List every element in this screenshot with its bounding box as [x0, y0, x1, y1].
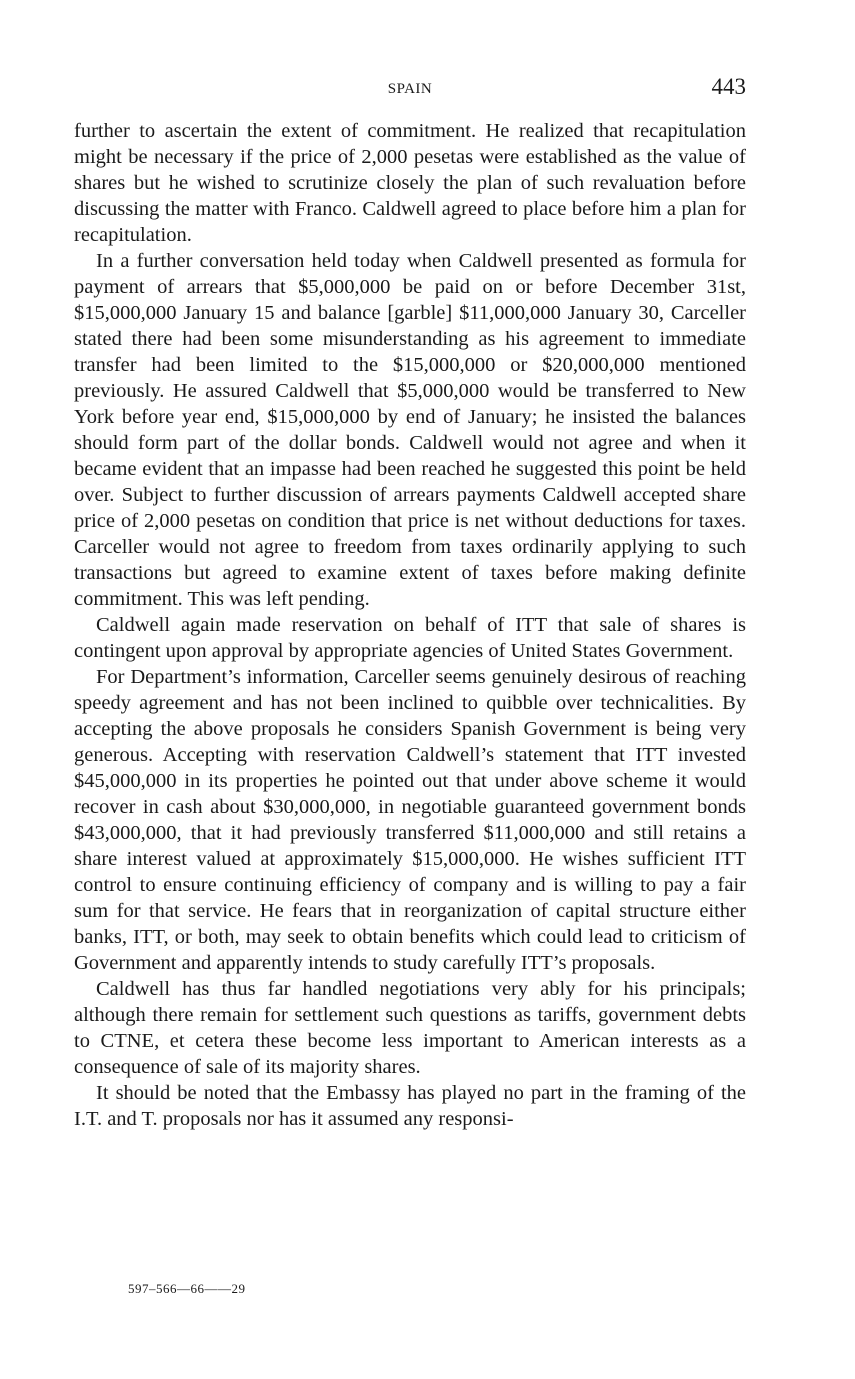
paragraph-conversation: In a further conversation held today when Caldwell presented as formula for payment of arrears that $5,000,000 be paid on or before December 31st, $15,000,000 January 15 and balance [garble] $11,000,000 January 30, Carceller stated there had been some misunderstanding as his agreement to immediate transfer had been limited to the $15,000,000 or $20,000,000 mentioned previously. He assured Caldwell that $5,000,000 would be transferred to New York before year end, $15,000,000 by end of January; he insisted the balances should form part of the dollar bonds. Caldwell would not agree and when it became evident that an impasse had been reached he suggested this point be held over. Subject to further discussion of arrears payments Caldwell accepted share price of 2,000 pesetas on condition that price is net without deductions for taxes. Carceller would not agree to freedom from taxes ordinarily applying to such transactions but agreed to examine extent of taxes before making definite commitment. This was left pending. [74, 250, 746, 610]
paragraph-department-information: For Department’s information, Carceller seems genuinely desirous of reaching speedy agreement and has not been inclined to quibble over technicalities. By accepting the above proposals he considers Spanish Government is being very generous. Accepting with reservation Caldwell’s statement that ITT invested $45,000,000 in its properties he pointed out that under above scheme it would recover in cash about $30,000,000, in negotiable guaranteed government bonds $43,000,000, that it had previously transferred $11,000,000 and still retains a share interest valued at approximately $15,000,000. He wishes sufficient ITT control to ensure continuing efficiency of company and is willing to pay a fair sum for that service. He fears that in reorganization of capital structure either banks, ITT, or both, may seek to obtain benefits which could lead to criticism of Government and apparently intends to study carefully ITT’s proposals. [74, 666, 746, 974]
print-code: 597–566—66——29 [128, 1281, 246, 1296]
running-head [74, 74, 746, 106]
paragraph-continuation: further to ascertain the extent of commitment. He realized that recapitulation might be necessary if the price of 2,000 pesetas were established as the value of shares but he wished to scrutinize closely the plan of such revaluation before discussing the matter with Franco. Caldwell agreed to place before him a plan for recapitulation. [74, 120, 746, 246]
paragraph-reservation: Caldwell again made reservation on behalf of ITT that sale of shares is contingent upon approval by appropriate agencies of United States Government. [74, 614, 746, 662]
page-number: 443 [711, 74, 746, 99]
body-text [74, 118, 746, 1132]
paragraph-negotiations: Caldwell has thus far handled negotiations very ably for his principals; although there remain for settlement such questions as tariffs, government debts to CTNE, et cetera these become less important to American interests as a consequence of sale of its majority shares. [74, 978, 746, 1078]
running-title: SPAIN [387, 81, 433, 97]
paragraph-embassy-note: It should be noted that the Embassy has played no part in the framing of the I.T. and T. proposals nor has it assumed any responsi- [74, 1082, 746, 1130]
